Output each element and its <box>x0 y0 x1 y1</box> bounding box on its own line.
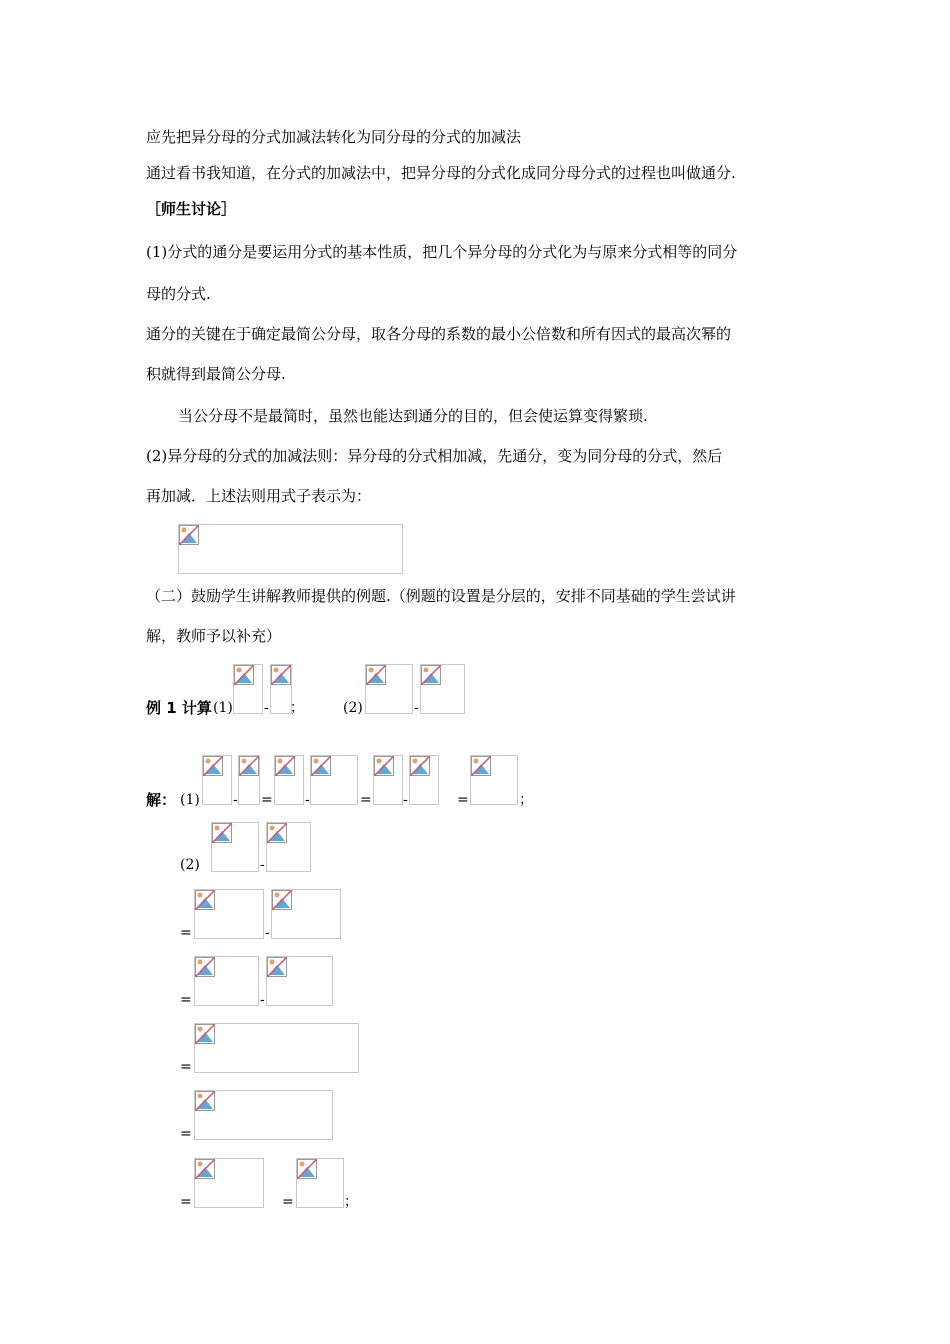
minus-sign: - <box>260 857 265 873</box>
formula-image <box>271 889 341 939</box>
paragraph-3b: 母的分式. <box>146 285 211 303</box>
equals-sign: = <box>180 1059 192 1075</box>
broken-image-icon <box>421 665 441 685</box>
broken-image-icon <box>311 756 331 776</box>
broken-image-icon <box>275 756 295 776</box>
broken-image-icon <box>272 890 292 910</box>
example-part-1: (1) <box>213 700 233 716</box>
paragraph-3a: (1)分式的通分是要运用分式的基本性质，把几个异分母的分式化为与原来分式相等的同分 <box>146 243 738 261</box>
paragraph-5: 当公分母不是最简时，虽然也能达到通分的目的，但会使运算变得繁琐. <box>178 407 648 425</box>
paragraph-4b: 积就得到最简公分母. <box>146 365 286 383</box>
broken-image-icon <box>203 756 223 776</box>
formula-image <box>365 664 413 714</box>
semicolon: ； <box>290 700 304 716</box>
discussion-heading: ［师生讨论］ <box>146 200 237 218</box>
broken-image-icon <box>212 823 232 843</box>
example-part-2: (2) <box>343 700 363 716</box>
broken-image-icon <box>410 756 430 776</box>
broken-image-icon <box>195 890 215 910</box>
minus-sign: - <box>260 992 265 1008</box>
formula-image <box>470 755 518 805</box>
formula-image <box>202 755 232 805</box>
broken-image-icon <box>271 665 291 685</box>
formula-image <box>270 664 292 714</box>
broken-image-icon <box>239 756 259 776</box>
formula-image <box>409 755 439 805</box>
equals-sign: = <box>180 1126 192 1142</box>
paragraph-1: 应先把异分母的分式加减法转化为同分母的分式的加减法 <box>146 128 522 146</box>
paragraph-7b: 解，教师予以补充） <box>146 627 282 645</box>
formula-image <box>274 755 304 805</box>
broken-image-icon <box>267 823 287 843</box>
equals-sign: = <box>360 792 372 808</box>
minus-sign: - <box>233 792 238 808</box>
equals-sign: = <box>180 992 192 1008</box>
broken-image-icon <box>195 957 215 977</box>
formula-image <box>238 755 260 805</box>
broken-image-icon <box>195 1159 215 1179</box>
formula-image <box>194 889 264 939</box>
broken-image-icon <box>471 756 491 776</box>
semicolon: ； <box>344 1194 358 1210</box>
semicolon: ； <box>519 792 533 808</box>
paragraph-2: 通过看书我知道，在分式的加减法中，把异分母的分式化成同分母分式的过程也叫做通分. <box>146 164 736 182</box>
broken-image-icon <box>366 665 386 685</box>
formula-image <box>266 956 333 1006</box>
formula-image <box>373 755 403 805</box>
minus-sign: - <box>403 792 408 808</box>
equals-sign: = <box>457 792 469 808</box>
broken-image-icon <box>195 1024 215 1044</box>
formula-image <box>194 956 259 1006</box>
broken-image-icon <box>374 756 394 776</box>
equals-sign: = <box>282 1194 294 1210</box>
formula-image <box>233 664 263 714</box>
example-label: 例 1 计算 <box>146 699 212 717</box>
broken-image-icon <box>234 665 254 685</box>
formula-image <box>296 1158 344 1208</box>
formula-image <box>420 664 465 714</box>
paragraph-6b: 再加减．上述法则用式子表示为： <box>146 487 372 505</box>
solution-part-2: (2) <box>180 857 200 873</box>
minus-sign: - <box>414 700 419 716</box>
formula-image <box>194 1023 359 1073</box>
minus-sign: - <box>265 925 270 941</box>
solution-part-1: (1) <box>180 792 200 808</box>
broken-image-icon <box>195 1091 215 1111</box>
formula-image <box>211 822 259 872</box>
formula-image <box>266 822 311 872</box>
equals-sign: = <box>180 1194 192 1210</box>
equals-sign: = <box>180 925 192 941</box>
broken-image-icon <box>179 525 199 545</box>
formula-image <box>310 755 358 805</box>
formula-image <box>194 1090 333 1140</box>
equals-sign: = <box>261 792 273 808</box>
solution-label: 解： <box>146 791 177 809</box>
minus-sign: - <box>264 700 269 716</box>
minus-sign: - <box>305 792 310 808</box>
paragraph-4a: 通分的关键在于确定最简公分母，取各分母的系数的最小公倍数和所有因式的最高次幂的 <box>146 325 732 343</box>
formula-image <box>178 524 403 574</box>
broken-image-icon <box>297 1159 317 1179</box>
broken-image-icon <box>267 957 287 977</box>
paragraph-7a: （二）鼓励学生讲解教师提供的例题.（例题的设置是分层的，安排不同基础的学生尝试讲 <box>146 587 736 605</box>
paragraph-6a: (2)异分母的分式的加减法则：异分母的分式相加减，先通分，变为同分母的分式，然后 <box>146 447 723 465</box>
formula-image <box>194 1158 264 1208</box>
